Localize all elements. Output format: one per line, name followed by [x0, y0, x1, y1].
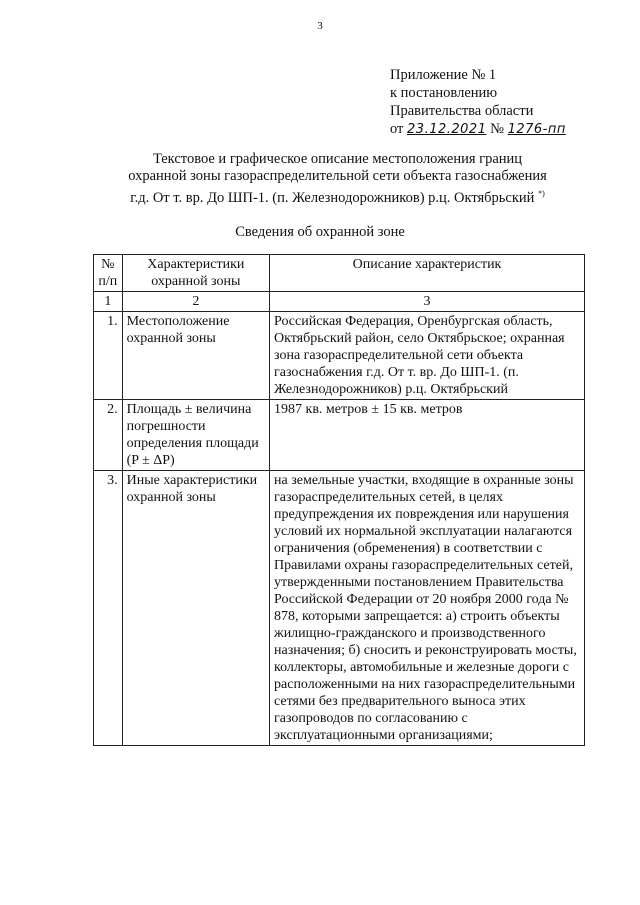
date-prefix: от	[390, 121, 404, 137]
title-line-3	[110, 185, 565, 207]
table-row	[94, 312, 585, 400]
row-characteristic: Площадь ± величина погрешности определения площади (P ± ΔP)	[122, 400, 269, 471]
document-title	[110, 151, 565, 207]
footnote-mark: *)	[538, 189, 545, 198]
row-characteristic: Местоположение охранной зоны	[122, 312, 269, 400]
appendix-title: Приложение № 1	[390, 67, 497, 83]
title-line-3-text: г.д. От т. вр. До ШП-1. (п. Железнодорожников) р.ц. Октябрьский	[130, 189, 535, 206]
number-prefix: №	[490, 121, 504, 137]
title-line-2: охранной зоны газораспределительной сети объекта газоснабжения	[128, 168, 547, 184]
appendix-block	[390, 66, 566, 139]
appendix-line-government: Правительства области	[390, 103, 534, 119]
row-number: 1.	[94, 312, 123, 400]
row-description: Российская Федерация, Оренбургская область, Октябрьский район, село Октябрьское; охранная зона газораспределительной сети объекта газоснабжения г.д. От т. вр. До ШП-1. (п. Железнодорожников) р.ц. Октябрьский	[270, 312, 585, 400]
header-number: № п/п	[94, 255, 123, 292]
section-subtitle: Сведения об охранной зоне	[235, 224, 405, 240]
header-description: Описание характеристик	[270, 255, 585, 292]
page-number: 3	[317, 20, 323, 32]
table-row	[94, 400, 585, 471]
row-number: 3.	[94, 471, 123, 746]
row-characteristic: Иные характеристики охранной зоны	[122, 471, 269, 746]
row-description: 1987 кв. метров ± 15 кв. метров	[270, 400, 585, 471]
title-line-1: Текстовое и графическое описание местоположения границ	[152, 151, 523, 167]
handwritten-number: 1276-пп	[507, 122, 566, 137]
numbering-cell-2: 2	[122, 292, 269, 312]
protection-zone-table	[93, 254, 585, 746]
row-number: 2.	[94, 400, 123, 471]
table-numbering-row	[94, 292, 585, 312]
appendix-line-resolution: к постановлению	[390, 85, 498, 101]
table-header-row	[94, 255, 585, 292]
handwritten-date: 23.12.2021	[407, 122, 487, 137]
row-description: на земельные участки, входящие в охранные зоны газораспределительных сетей, в целях предупреждения их повреждения или нарушения условий их нормальной эксплуатации налагаются ограничения (обременения) в соответствии с Правилами охраны газораспределительных сетей, утвержденными постановлением Правительства Российской Федерации от 20 ноября 2000 года № 878, которыми запрещается: а) строить объекты жилищно-гражданского и производственного назначения; б) сносить и реконструировать мосты, коллекторы, автомобильные и железные дороги с расположенными на них газораспределительными сетями без предварительного выноса этих газопроводов по согласованию с эксплуатационными организациями;	[270, 471, 585, 746]
numbering-cell-3: 3	[270, 292, 585, 312]
numbering-cell-1: 1	[94, 292, 123, 312]
table-row	[94, 471, 585, 746]
appendix-date-line	[390, 120, 566, 139]
header-characteristics: Характеристики охранной зоны	[122, 255, 269, 292]
